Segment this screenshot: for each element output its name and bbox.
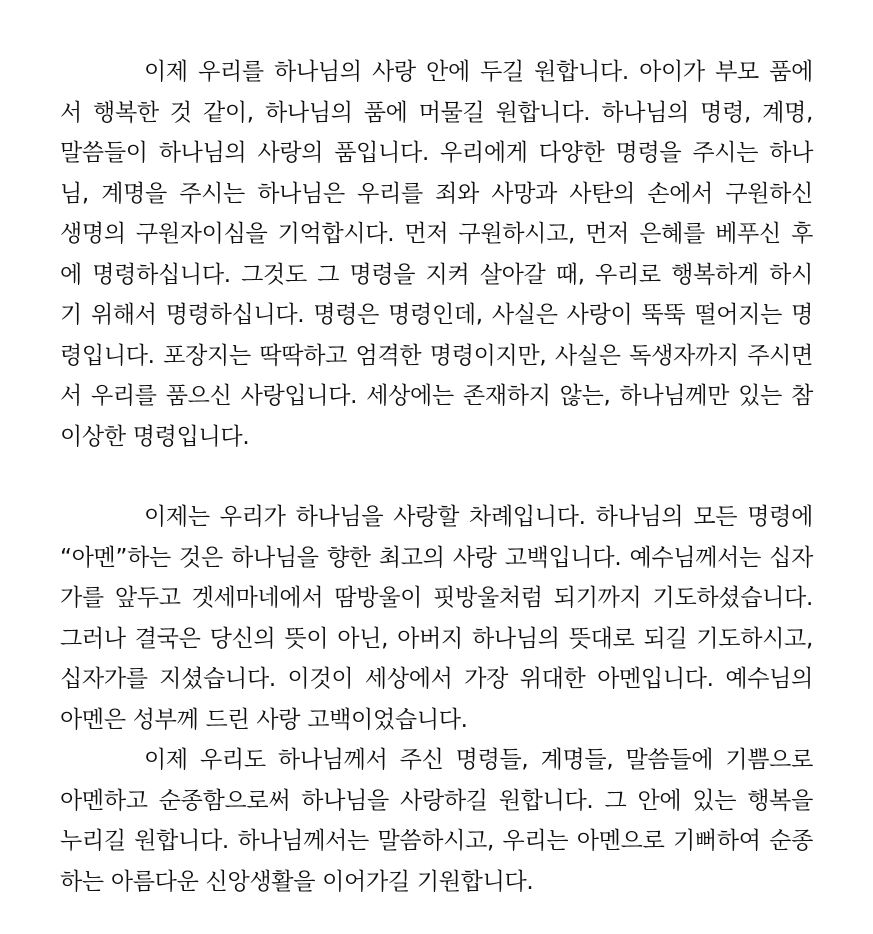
paragraph-gap <box>60 457 813 497</box>
paragraph-3 <box>60 740 813 902</box>
text-line: 아멘은 성부께 드린 사랑 고백이었습니다. <box>60 706 468 733</box>
document-body <box>60 52 813 902</box>
paragraph-2 <box>60 497 813 740</box>
text-line: 누리길 원합니다. 하나님께서는 말씀하시고, 우리는 아멘으로 기뻐하여 순종 <box>60 828 813 854</box>
text-line: “아멘”하는 것은 하나님을 향한 최고의 사랑 고백입니다. 예수님께서는 십자 <box>60 544 813 571</box>
text-line: 아멘하고 순종함으로써 하나님을 사랑하길 원합니다. 그 안에 있는 행복을 <box>60 787 813 814</box>
text-line: 기 위해서 명령하십니다. 명령은 명령인데, 사실은 사랑이 뚝뚝 떨어지는 명 <box>60 302 813 328</box>
text-line: 령입니다. 포장지는 딱딱하고 엄격한 명령이지만, 사실은 독생자까지 주시면 <box>60 342 813 369</box>
text-line: 님, 계명을 주시는 하나님은 우리를 죄와 사망과 사탄의 손에서 구원하신 <box>60 180 813 207</box>
paragraph-1 <box>60 52 813 457</box>
text-line: 이제 우리도 하나님께서 주신 명령들, 계명들, 말씀들에 기쁨으로 <box>144 747 813 773</box>
text-line: 서 행복한 것 같이, 하나님의 품에 머물길 원합니다. 하나님의 명령, 계명, <box>60 99 813 126</box>
text-line: 서 우리를 품으신 사랑입니다. 세상에는 존재하지 않는, 하나님께만 있는 참 <box>60 383 813 409</box>
text-line: 이상한 명령입니다. <box>60 423 250 450</box>
text-line: 그러나 결국은 당신의 뜻이 아닌, 아버지 하나님의 뜻대로 되길 기도하시고, <box>60 625 813 652</box>
text-line: 생명의 구원자이심을 기억합시다. 먼저 구원하시고, 먼저 은혜를 베푸신 후 <box>60 221 813 247</box>
text-line: 하는 아름다운 신앙생활을 이어가길 기원합니다. <box>60 868 534 895</box>
text-line: 말씀들이 하나님의 사랑의 품입니다. 우리에게 다양한 명령을 주시는 하나 <box>60 140 813 166</box>
text-line: 십자가를 지셨습니다. 이것이 세상에서 가장 위대한 아멘입니다. 예수님의 <box>60 666 813 692</box>
text-line: 에 명령하십니다. 그것도 그 명령을 지켜 살아갈 때, 우리로 행복하게 하시 <box>60 261 813 288</box>
text-line: 가를 앞두고 겟세마네에서 땀방울이 핏방울처럼 되기까지 기도하셨습니다. <box>60 585 813 611</box>
text-line: 이제는 우리가 하나님을 사랑할 차례입니다. 하나님의 모든 명령에 <box>144 504 813 530</box>
text-line: 이제 우리를 하나님의 사랑 안에 두길 원합니다. 아이가 부모 품에 <box>144 59 813 85</box>
